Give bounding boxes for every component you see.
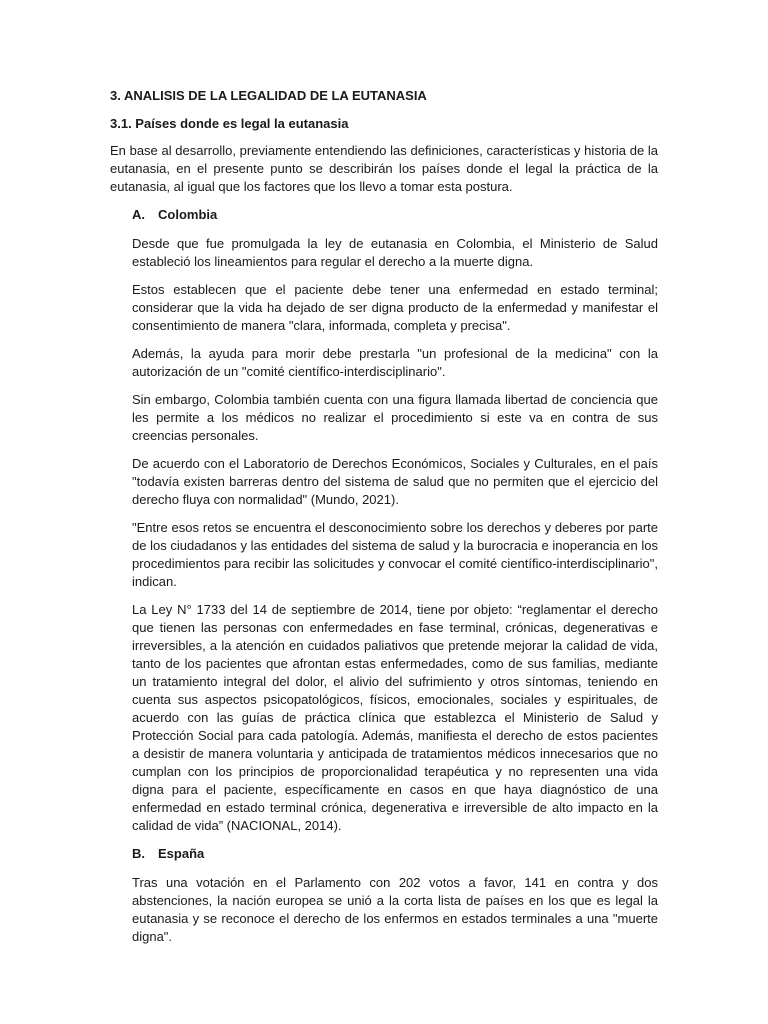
colombia-paragraph-6: "Entre esos retos se encuentra el desconocimiento sobre los derechos y deberes por parte de los ciudadanos y las entidades del sistema de salud y la burocracia e inoperancia en los procedimientos para recibir las solicitudes y convocar el comité científico-interdisciplinario", indican. xyxy=(132,520,658,589)
document-body xyxy=(110,86,658,956)
subsection-b-letter: B. xyxy=(132,846,145,861)
colombia-paragraph-7: La Ley N° 1733 del 14 de septiembre de 2014, tiene por objeto: “reglamentar el derecho que tienen las personas con enfermedades en fase terminal, crónicas, degenerativas e irreversibles, a la atención en cuidados paliativos que pretende mejorar la calidad de vida, tanto de los pacientes que afrontan estas enfermedades, como de sus familias, mediante un tratamiento integral del dolor, el alivio del sufrimiento y otros síntomas, teniendo en cuenta sus aspectos psicopatológicos, físicos, emocionales, sociales y espirituales, de acuerdo con las guías de práctica clínica que establezca el Ministerio de Salud y Protección Social para cada patología. Además, manifiesta el derecho de estos pacientes a desistir de manera voluntaria y anticipada de tratamientos médicos innecesarios que no cumplan con los principios de proporcionalidad terapéutica y no representen una vida digna para el paciente, específicamente en casos en que haya diagnóstico de una enfermedad en estado terminal crónica, degenerativa e irreversible de alto impacto en la calidad de vida” (NACIONAL, 2014). xyxy=(132,602,658,833)
colombia-paragraph-4: Sin embargo, Colombia también cuenta con una figura llamada libertad de conciencia que les permite a los médicos no realizar el procedimiento si este va en contra de sus creencias personales. xyxy=(132,392,658,443)
subsection-a-title: Colombia xyxy=(158,207,218,222)
subsection-b-heading xyxy=(132,845,658,863)
section-heading: 3. ANALISIS DE LA LEGALIDAD DE LA EUTANASIA xyxy=(110,88,427,103)
subsection-heading: 3.1. Países donde es legal la eutanasia xyxy=(110,116,349,131)
subsection-b-title: España xyxy=(158,846,205,861)
subsection-a-letter: A. xyxy=(132,207,145,222)
colombia-paragraph-5: De acuerdo con el Laboratorio de Derechos Económicos, Sociales y Culturales, en el país "todavía existen barreras dentro del sistema de salud que no permiten que el ejercicio del derecho fluya con normalidad" (Mundo, 2021). xyxy=(132,456,658,507)
espana-paragraph-1: Tras una votación en el Parlamento con 202 votos a favor, 141 en contra y dos abstenciones, la nación europea se unió a la corta lista de países en los que es legal la eutanasia y se reconoce el derecho de los enfermos en estados terminales a una "muerte digna". xyxy=(132,875,658,944)
colombia-paragraph-3: Además, la ayuda para morir debe prestarla "un profesional de la medicina" con la autorización de un "comité científico-interdisciplinario". xyxy=(132,346,658,379)
subsection-a-heading xyxy=(132,206,658,224)
colombia-paragraph-1: Desde que fue promulgada la ley de eutanasia en Colombia, el Ministerio de Salud estableció los lineamientos para regular el derecho a la muerte digna. xyxy=(132,236,658,269)
intro-paragraph: En base al desarrollo, previamente entendiendo las definiciones, características y historia de la eutanasia, en el presente punto se describirán los países donde el legal la práctica de la eutanasia, al igual que los factores que los llevo a tomar esta postura. xyxy=(110,143,658,194)
colombia-paragraph-2: Estos establecen que el paciente debe tener una enfermedad en estado terminal; considerar que la vida ha dejado de ser digna producto de la enfermedad y manifestar el consentimiento de manera "clara, informada, completa y precisa". xyxy=(132,282,658,333)
